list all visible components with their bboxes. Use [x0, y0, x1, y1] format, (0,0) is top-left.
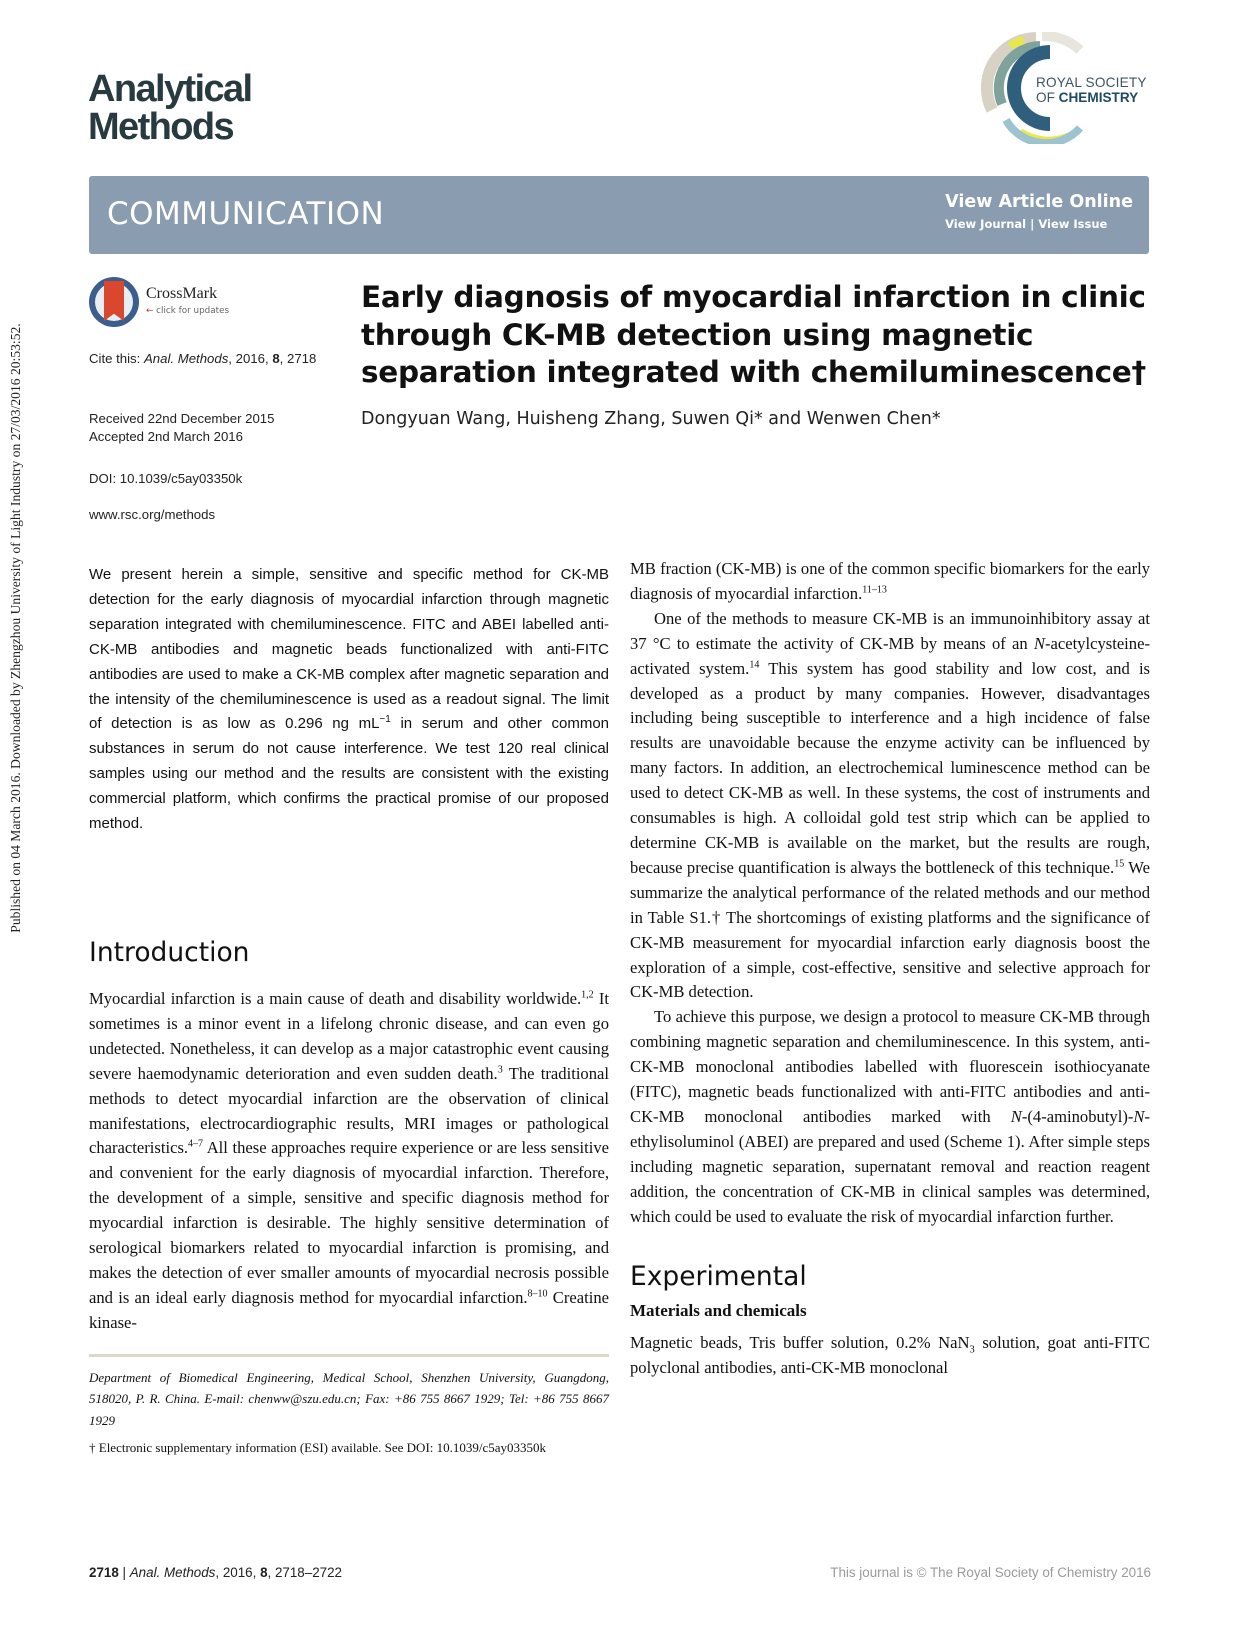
footnote-divider — [89, 1354, 609, 1357]
journal-logo-line2: Methods — [88, 106, 234, 148]
section-heading-introduction: Introduction — [89, 936, 250, 968]
citation-ref[interactable]: 1,2 — [581, 989, 594, 1001]
view-journal-link[interactable]: View Journal — [945, 217, 1027, 231]
article-links — [945, 192, 1133, 231]
citation-ref[interactable]: 3 — [497, 1064, 503, 1076]
view-issue-link[interactable]: View Issue — [1038, 217, 1108, 231]
copyright-notice: This journal is © The Royal Society of Chemistry 2016 — [830, 1565, 1151, 1580]
right-column — [630, 557, 1150, 1381]
section-heading-experimental: Experimental — [630, 1261, 807, 1293]
abstract: We present herein a simple, sensitive and specific method for CK-MB detection for the early diagnosis of myocardial infarction through magnetic separation integrated with chemiluminescence. FITC and ABEI labelled anti-CK-MB antibodies and magnetic beads functionalized with anti-FITC antibodies are used to make a CK-MB complex after magnetic separation and the intensity of the chemiluminescence is used as a readout signal. The limit of detection is as low as 0.296 ng $mL^{-1}$ in serum and other common substances in serum do not cause interference. We test 120 real clinical samples using our method and the results are consistent with the existing commercial platform, which confirms the practical promise of our proposed method. — [89, 566, 610, 833]
citation-ref[interactable]: 4–7 — [188, 1138, 204, 1150]
journal-logo-line1: Analytical — [88, 68, 252, 110]
rsc-wordmark: ROYAL SOCIETY OF CHEMISTRY — [1036, 75, 1147, 105]
esi-footnote: † Electronic supplementary information (ESI) available. See DOI: 10.1039/c5ay03350k — [89, 1440, 547, 1456]
citation-ref[interactable]: 8–10 — [527, 1288, 548, 1300]
subsection-heading-materials: Materials and chemicals — [630, 1301, 807, 1321]
introduction-text: Myocardial infarction is a main cause of death and disability worldwide.$^{1,2}$ It sometimes is a minor event in a lifelong chronic disease, and can even go undetected. Nonetheless, it can develop as a major catastrophic event causing severe haemodynamic deterioration and even sudden death.$^3$ The traditional methods to detect myocardial infarction are the observation of clinical manifestations, electrocardiographic results, MRI images or pathological characteristics.$^{4-7}$ All these approaches require experience or are less sensitive and convenient for the early diagnosis of myocardial infarction. Therefore, the development of a simple, sensitive and specific diagnosis method for myocardial infarction is desirable. The highly sensitive determination of serological biomarkers related to myocardial infarction is promising, and makes the detection of ever smaller amounts of myocardial necrosis possible and is an ideal early diagnosis method for myocardial infarction.$^{8-10}$ Creatine kinase- — [89, 988, 609, 1332]
page-footer-left: 2718 | Anal. Methods, 2016, 8, 2718–2722 — [89, 1565, 342, 1580]
received-date: Received 22nd December 2015 — [89, 411, 275, 426]
doi: DOI: 10.1039/c5ay03350k — [89, 471, 243, 486]
right-column-text: MB fraction (CK-MB) is one of the common specific biomarkers for the early diagnosis of myocardial infarction.$^{11-13}$ One of the methods to measure CK-MB is an immunoinhibitory assay at 37 °C to estimate the activity of CK-MB by means of an N-acetylcysteine-activated system.$^{14}$ This system has good stability and low cost, and is developed as a product by many companies. However, disadvantages including being susceptible to interference and a high incidence of false results are unavoidable because the enzyme activity can be influenced by many factors. In addition, an electrochemical luminescence method can be used to detect CK-MB as well. In these systems, the cost of instruments and consumables is high. A colloidal gold test strip which can be applied to determine CK-MB is available on the market, but the results are rough, because precise quantification is always the bottleneck of this technique.$^{15}$ We summarize the analytical performance of the related methods and our method in Table S1.† The shortcomings of existing platforms and the significance of CK-MB measurement for myocardial infarction early diagnosis boost the exploration of a simple, cost-effective, sensitive and selective approach for CK-MB detection. To achieve this purpose, we design a protocol to measure CK-MB through combining magnetic separation and chemiluminescence. In this system, anti-CK-MB monoclonal antibodies labelled with fluorescein isothiocyanate (FITC), magnetic beads functionalized with anti-FITC antibodies and anti-CK-MB monoclonal antibodies marked with N-(4-aminobutyl)-N-ethylisoluminol (ABEI) are prepared and used (Scheme 1). After simple steps including magnetic separation, supernatant removal and reaction reagent addition, the concentration of CK-MB in clinical samples was determined, which could be used to evaluate the risk of myocardial infarction further. — [630, 559, 1151, 1226]
page-footer — [89, 1565, 1151, 1580]
link-separator: | — [1030, 217, 1035, 231]
article-type-label: COMMUNICATION — [107, 196, 385, 232]
arrow-left-icon: ← — [146, 306, 154, 316]
citation: Cite this: Anal. Methods, 2016, 8, 2718 — [89, 351, 317, 366]
article-type-banner — [89, 176, 1149, 254]
left-column — [89, 563, 609, 1465]
citation-ref[interactable]: 15 — [1114, 858, 1125, 870]
affiliation-footnote: Department of Biomedical Engineering, Medical School, Shenzhen University, Guangdong, 518020, P. R. China. E-mail: chenww@szu.edu.cn; Fax: +86 755 8667 1929; Tel: +86 755 8667 1929 — [89, 1369, 609, 1428]
article-header — [361, 279, 1151, 429]
crossmark-sublabel: click for updates — [156, 306, 230, 316]
crossmark-icon — [89, 277, 139, 327]
citation-ref[interactable]: 14 — [749, 659, 760, 671]
article-title: Early diagnosis of myocardial infarction in clinic through CK-MB detection using magnetic separation integrated with chemiluminescence† — [361, 280, 1146, 389]
article-meta — [89, 350, 349, 524]
citation-ref[interactable]: 11–13 — [862, 584, 887, 596]
page-number: 2718 — [89, 1565, 119, 1580]
article-dates — [89, 410, 349, 446]
crossmark-button[interactable] — [89, 277, 269, 331]
footnotes — [89, 1367, 609, 1459]
author-list: Dongyuan Wang, Huisheng Zhang, Suwen Qi* and Wenwen Chen* — [361, 408, 941, 429]
materials-text: Magnetic beads, Tris buffer solution, 0.2% NaN$_3$ solution, goat anti-FITC polyclonal antibodies, anti-CK-MB monoclonal — [630, 1333, 1151, 1378]
download-watermark: Published on 04 March 2016. Downloaded by Zhengzhou University of Light Industry on 27/03/2016 20:53:52. — [8, 323, 23, 933]
accepted-date: Accepted 2nd March 2016 — [89, 429, 243, 444]
crossmark-label: CrossMark — [146, 285, 218, 302]
journal-url-link[interactable]: www.rsc.org/methods — [89, 507, 216, 522]
journal-logo[interactable] — [88, 70, 252, 146]
view-article-online-link[interactable]: View Article Online — [945, 192, 1133, 212]
